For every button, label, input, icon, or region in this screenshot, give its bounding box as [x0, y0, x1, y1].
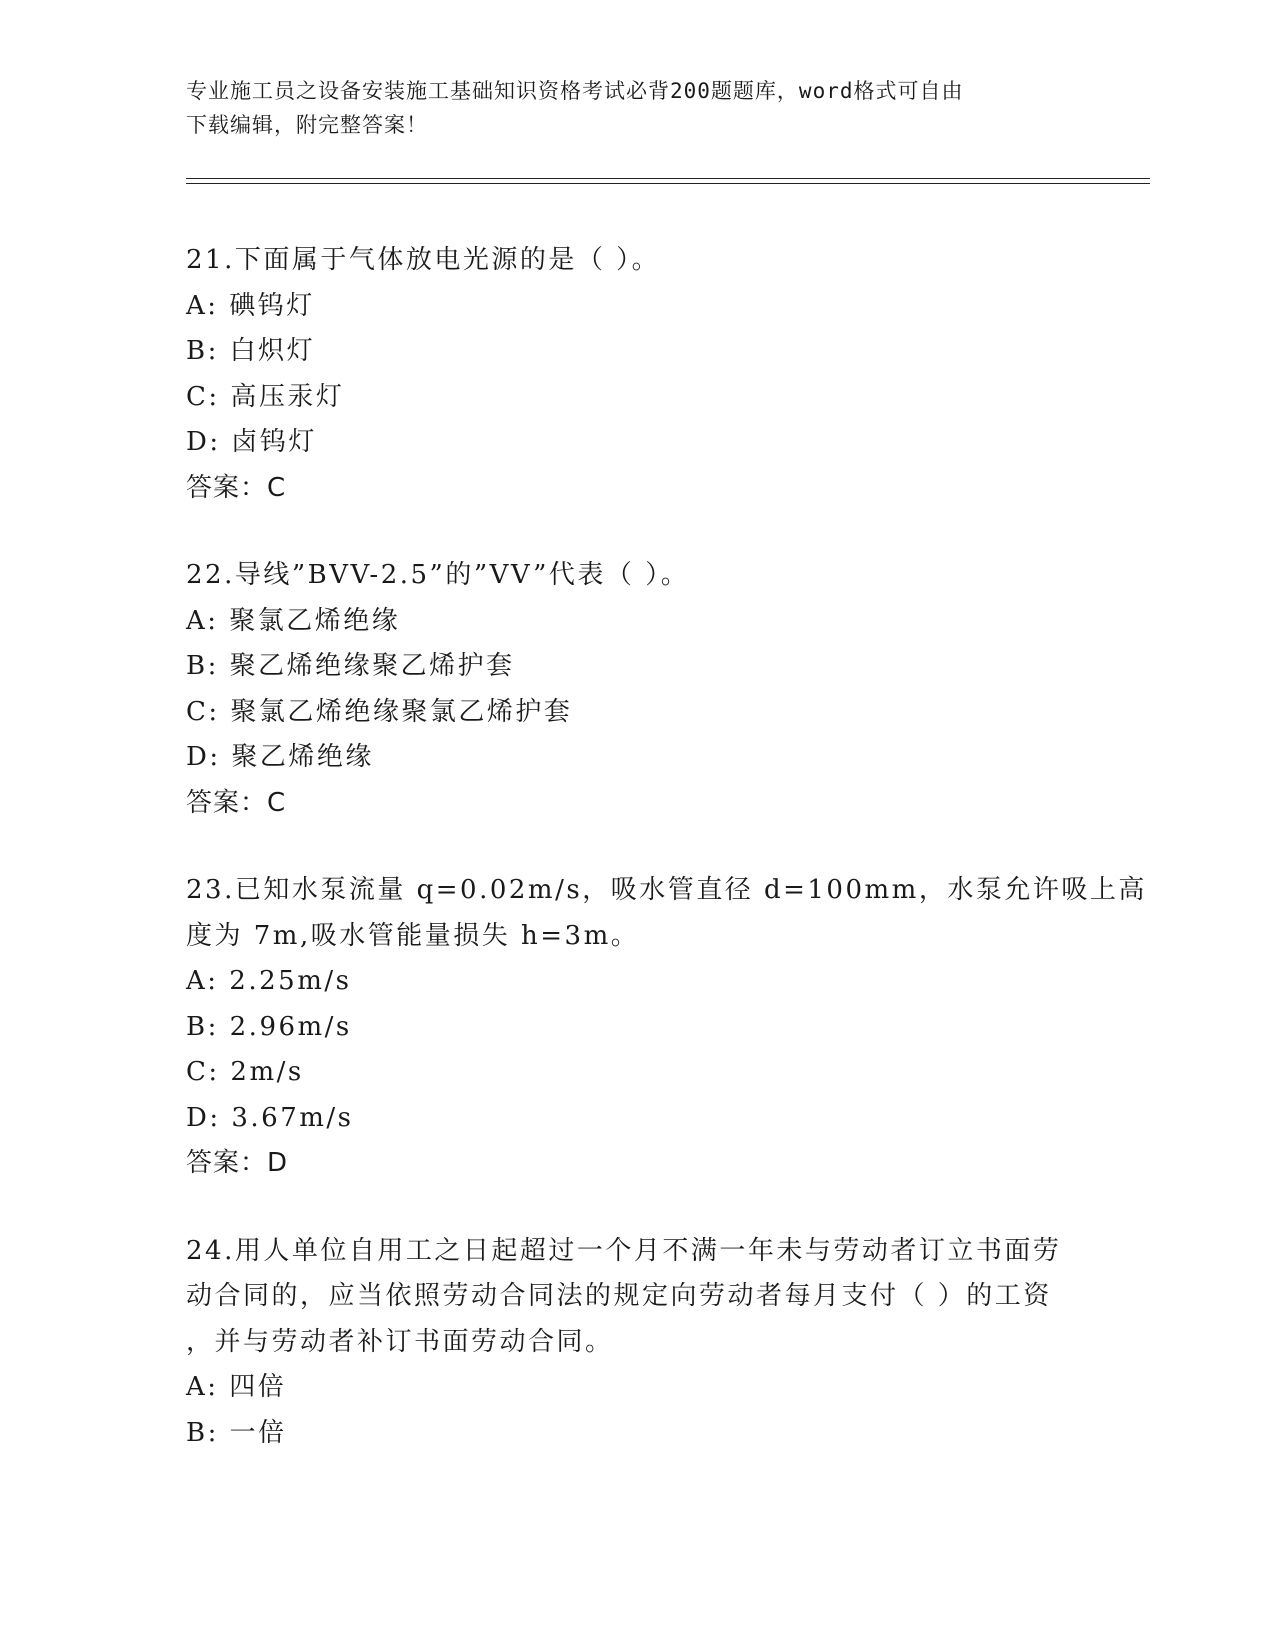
- answer-line: 答案：C: [186, 787, 287, 818]
- option-c: C: 高压汞灯: [186, 381, 345, 412]
- answer-line: 答案：C: [186, 472, 287, 503]
- option-d: D: 卤钨灯: [186, 427, 317, 457]
- option-d: D: 3.67m/s: [186, 1102, 354, 1133]
- question-stem: 23.已知水泵流量 q=0.02m/s，吸水管直径 d=100mm，水泵允许吸上高: [186, 875, 1147, 905]
- option-b: B: 一倍: [186, 1417, 287, 1448]
- question-stem-continued: ，并与劳动者补订书面劳动合同。: [186, 1326, 614, 1357]
- option-a: A: 2.25m/s: [186, 966, 352, 996]
- header-line: 专业施工员之设备安装施工基础知识资格考试必背200题题库，word格式可自由: [186, 79, 964, 103]
- question-stem: 24.用人单位自用工之日起超过一个月不满一年未与劳动者订立书面劳: [186, 1235, 1062, 1266]
- option-b: B: 聚乙烯绝缘聚乙烯护套: [186, 651, 515, 681]
- question-22: [186, 553, 1086, 826]
- document-header: [186, 74, 1086, 142]
- question-stem-continued: 度为 7m,吸水管能量损失 h=3m。: [186, 920, 640, 951]
- option-d: D: 聚乙烯绝缘: [186, 742, 374, 772]
- question-21: [186, 238, 1086, 511]
- header-line: 下载编辑，附完整答案！: [186, 113, 428, 137]
- option-a: A: 四倍: [186, 1372, 287, 1402]
- question-24: [186, 1229, 1086, 1457]
- option-a: A: 碘钨灯: [186, 290, 315, 321]
- answer-line: 答案：D: [186, 1148, 289, 1178]
- option-a: A: 聚氯乙烯绝缘: [186, 605, 401, 636]
- question-list: [186, 238, 1147, 1498]
- header-divider-bottom: [186, 183, 1150, 184]
- option-c: C: 聚氯乙烯绝缘聚氯乙烯护套: [186, 696, 573, 727]
- option-b: B: 2.96m/s: [186, 1011, 352, 1042]
- question-stem-continued: 动合同的，应当依照劳动合同法的规定向劳动者每月支付（ ）的工资: [186, 1281, 1052, 1311]
- question-23: [186, 868, 1147, 1187]
- question-stem: 22.导线”BVV-2.5”的”VV”代表（ ）。: [186, 560, 690, 590]
- option-b: B: 白炽灯: [186, 336, 316, 366]
- option-c: C: 2m/s: [186, 1057, 304, 1087]
- header-divider-top: [186, 178, 1150, 179]
- question-stem: 21.下面属于气体放电光源的是（ ）。: [186, 245, 661, 275]
